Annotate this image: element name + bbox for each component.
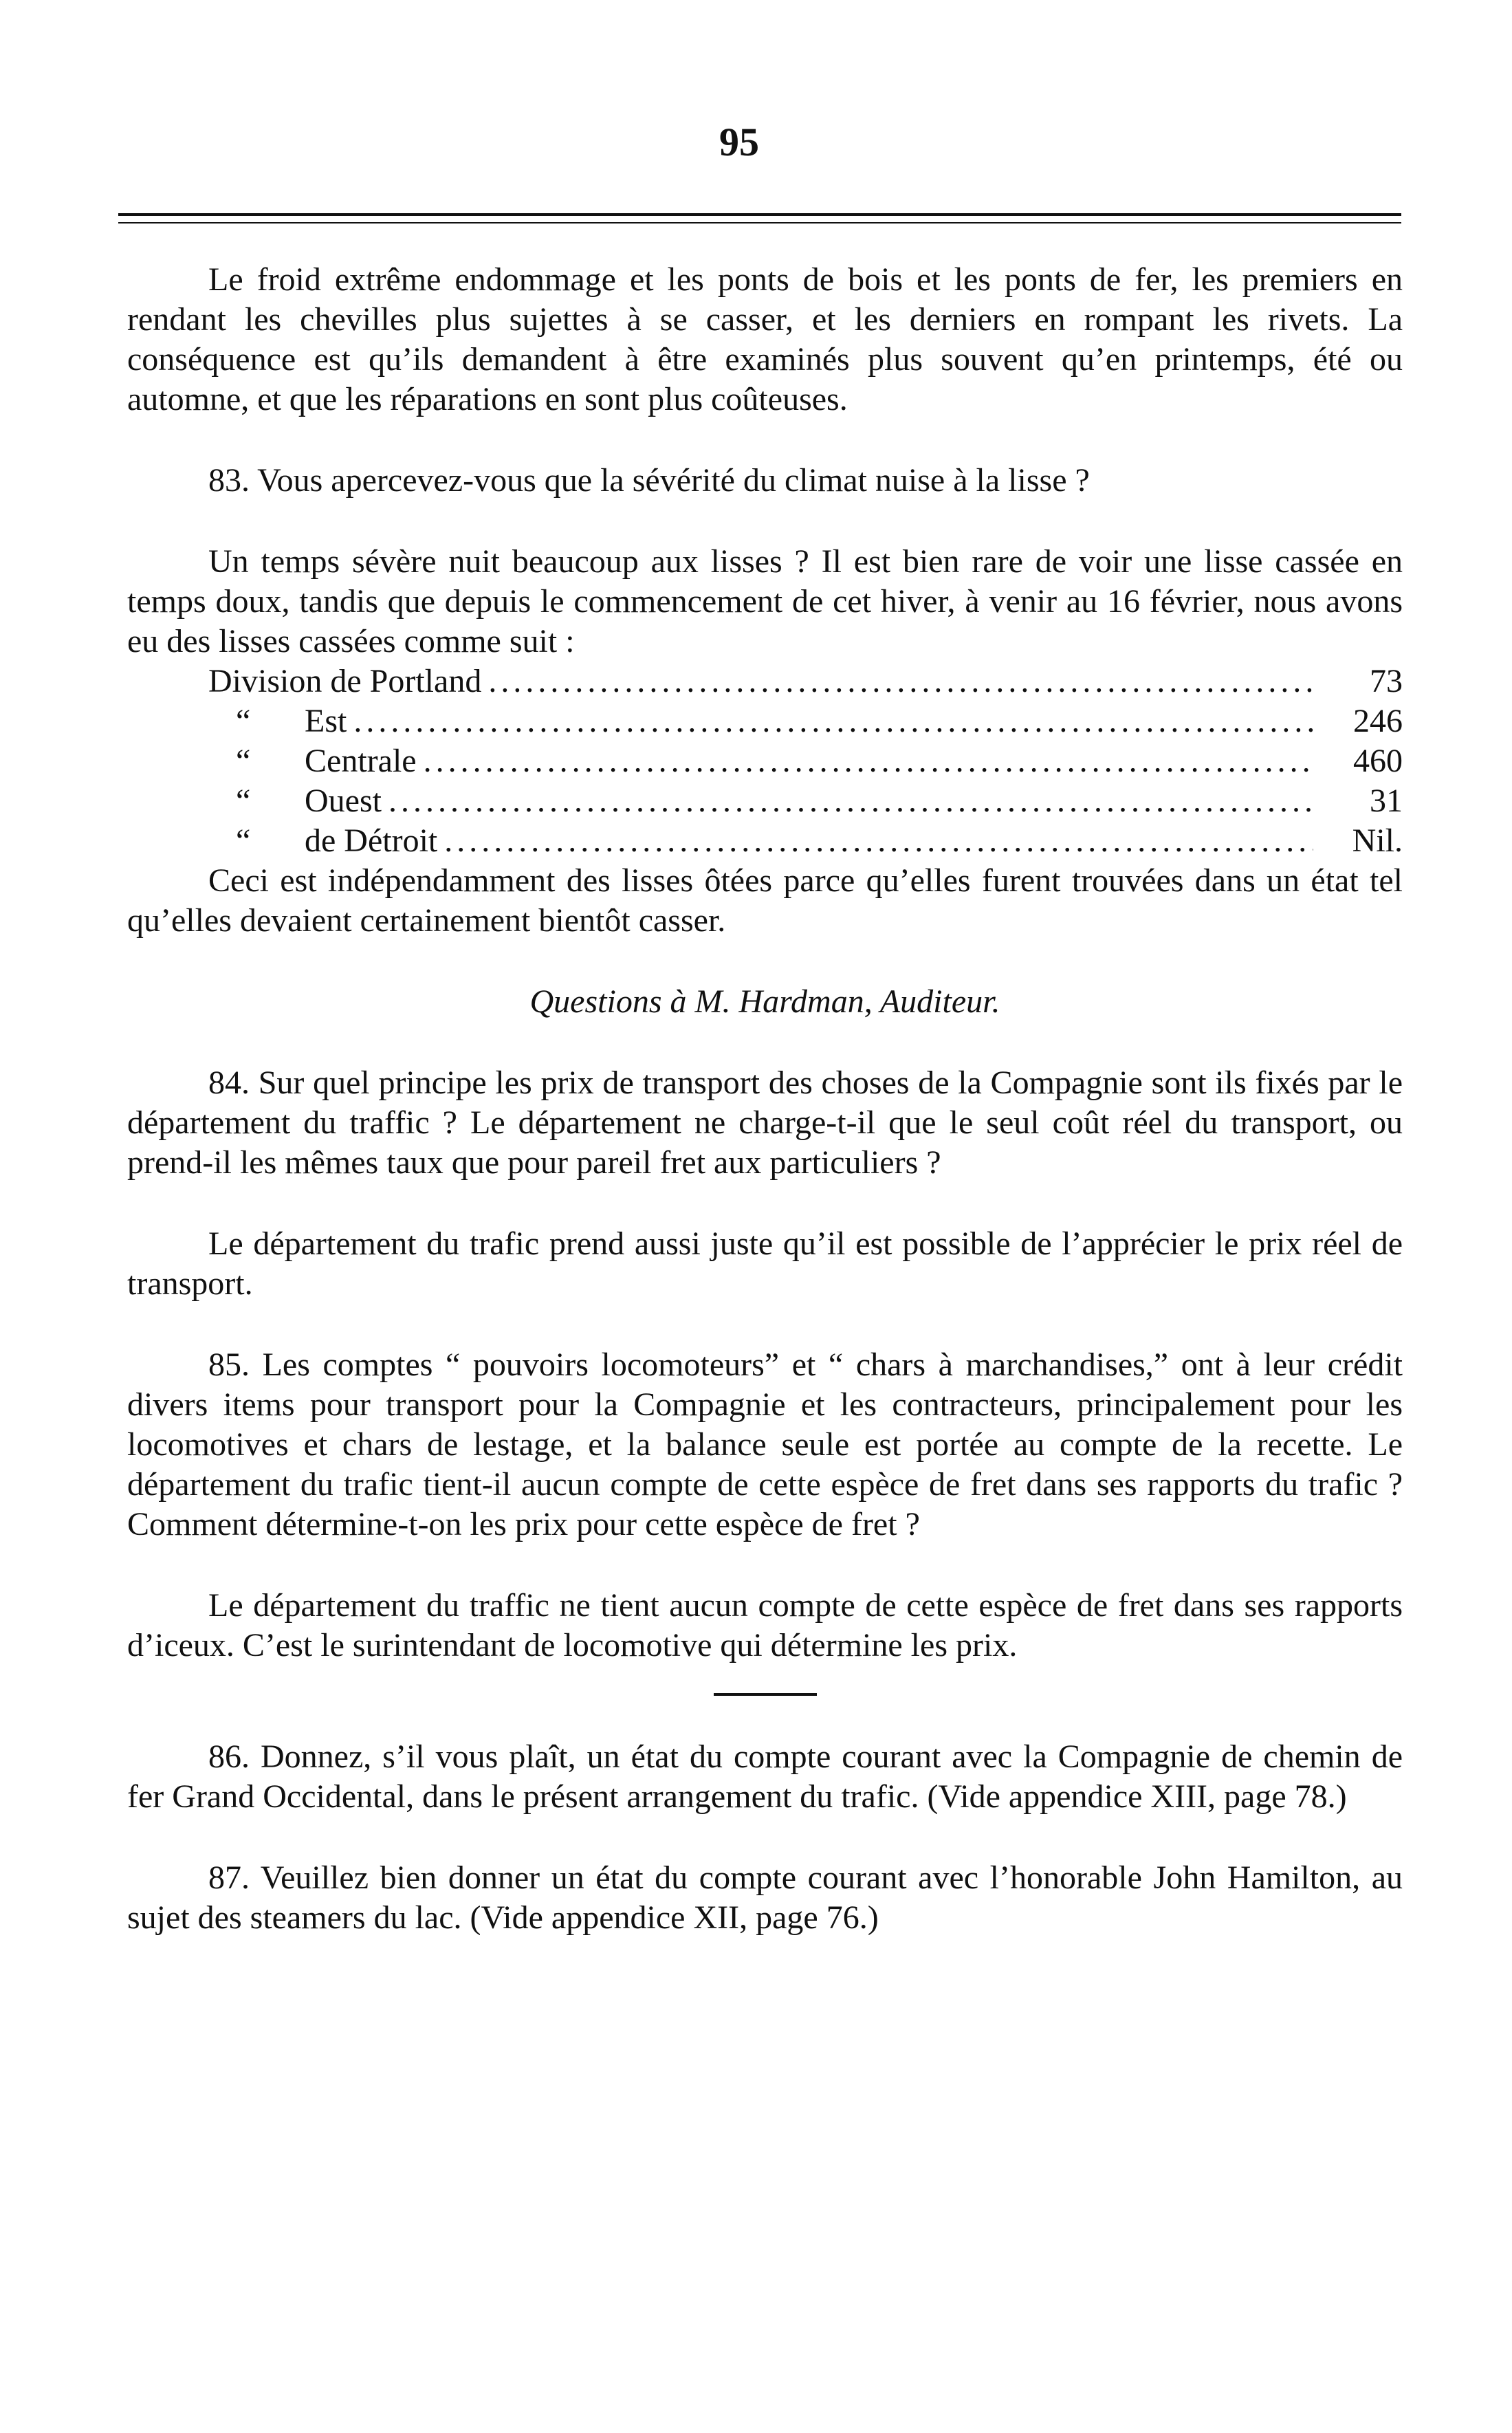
division-name: de Portland [330, 663, 482, 699]
paragraph-after-table: Ceci est indépendamment des lisses ôtées parce qu’elles furent trouvées dans un état tel qu’elles devaient certainement bientôt casser. [127, 862, 1403, 939]
dot-leader [444, 821, 1313, 861]
question-83: 83. Vous apercevez-vous que la sévérité du climat nuise à la lisse ? [208, 462, 1090, 499]
ditto-mark: “ [236, 783, 251, 819]
dot-leader [353, 701, 1313, 741]
section-heading: Questions à M. Hardman, Auditeur. [529, 983, 1000, 1020]
paragraph-intro: Le froid extrême endommage et les ponts de bois et les ponts de fer, les premiers en rendant les chevilles plus sujettes à se casser, et les derniers en rompant les rivets. La conséquence est qu’ils demandent à être examinés plus souvent qu’en printemps, été ou automne, et que les réparations en sont plus coûteuses. [127, 261, 1403, 417]
table-row [208, 821, 1403, 861]
table-row [208, 781, 1403, 821]
division-name: Centrale [305, 743, 417, 779]
division-count: 460 [1353, 743, 1403, 779]
answer-84: Le département du trafic prend aussi juste qu’il est possible de l’apprécier le prix réel de transport. [127, 1225, 1403, 1302]
table-row [208, 662, 1403, 701]
division-count: 73 [1370, 663, 1403, 699]
dot-leader [388, 781, 1313, 821]
dot-leader [424, 741, 1313, 781]
question-84: 84. Sur quel principe les prix de transport des choses de la Compagnie sont ils fixés par le département du traffic ? Le département ne charge-t-il que le seul coût réel du transport, ou prend-il les mêmes taux que pour pareil fret aux particuliers ? [127, 1065, 1403, 1181]
header-double-rule [118, 213, 1401, 223]
table-row [208, 701, 1403, 741]
division-name: Ouest [305, 783, 382, 819]
division-count: 31 [1370, 783, 1403, 819]
ditto-mark: “ [236, 743, 251, 779]
division-count: Nil. [1352, 822, 1403, 859]
table-row [208, 741, 1403, 781]
ditto-mark: “ [236, 822, 251, 859]
question-86: 86. Donnez, s’il vous plaît, un état du compte courant avec la Compagnie de chemin de fer Grand Occidental, dans le présent arrangement du trafic. (Vide appendice XIII, page 78.) [127, 1738, 1403, 1815]
question-85: 85. Les comptes “ pouvoirs locomoteurs” et “ chars à marchandises,” ont à leur crédit divers items pour transport pour la Compagnie et les contracteurs, principalement pour les locomotives et chars de lestage, et la balance seule est portée au compte de la recette. Le département du trafic tient-il aucun compte de cette espèce de fret dans ses rapports du trafic ? Comment détermine-t-on les prix pour cette espèce de fret ? [127, 1346, 1403, 1542]
ditto-mark: “ [236, 703, 251, 739]
answer-83: Un temps sévère nuit beaucoup aux lisses ? Il est bien rare de voir une lisse cassée en temps doux, tandis que depuis le commencement de cet hiver, à venir au 16 février, nous avons eu des lisses cassées comme suit : [127, 543, 1403, 659]
page-number: 95 [719, 120, 759, 164]
page-body [127, 260, 1403, 1938]
question-87: 87. Veuillez bien donner un état du compte courant avec l’honorable John Hamilton, au sujet des steamers du lac. (Vide appendice XII, page 76.) [127, 1859, 1403, 1936]
section-divider [714, 1693, 817, 1696]
division-count: 246 [1353, 703, 1403, 739]
division-name: Est [305, 703, 347, 739]
division-label: Division [208, 663, 322, 699]
answer-85: Le département du traffic ne tient aucun compte de cette espèce de fret dans ses rapports d’iceux. C’est le surintendant de locomotive qui détermine les prix. [127, 1587, 1403, 1663]
division-name: de Détroit [305, 822, 438, 859]
dot-leader [488, 662, 1313, 701]
broken-rails-table [208, 662, 1403, 861]
